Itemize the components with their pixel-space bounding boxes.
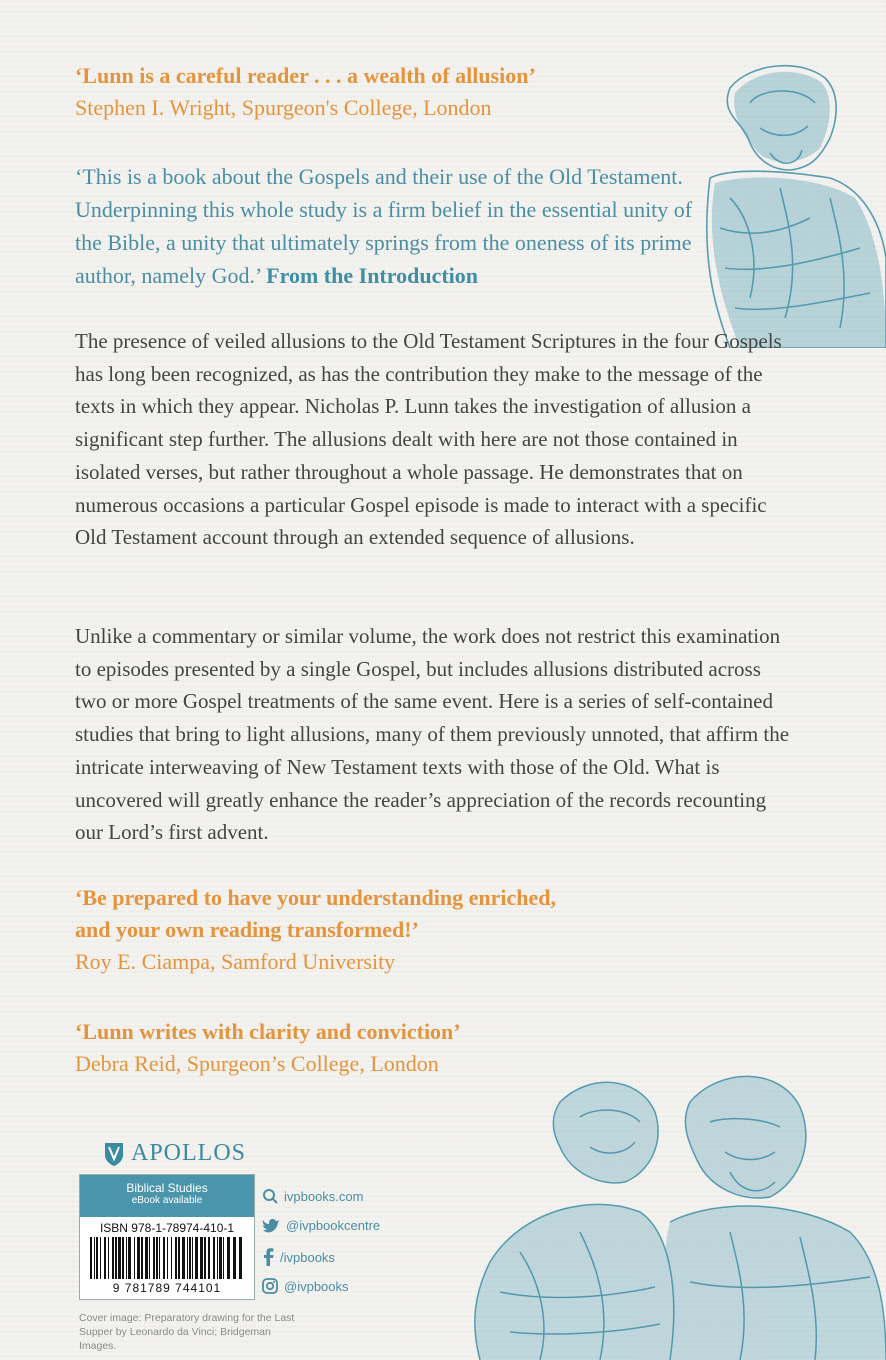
barcode-bar <box>134 1237 135 1279</box>
barcode-bar <box>189 1237 191 1279</box>
cover-image-credit: Cover image: Preparatory drawing for the Last Supper by Leonardo da Vinci; Bridgeman Images. <box>79 1312 295 1352</box>
quote-1-text: ‘Lunn is a careful reader . . . a wealth of allusion’ <box>75 63 536 88</box>
twitter-icon <box>262 1218 280 1233</box>
ebook-label: eBook available <box>131 1195 203 1206</box>
sketch-figures-bottom-illustration <box>440 1062 886 1360</box>
barcode <box>80 1235 254 1281</box>
quote-2-line-2: and your own reading transformed!’ <box>75 917 419 942</box>
website-text: ivpbooks.com <box>284 1188 364 1204</box>
quote-3-source: Debra Reid, Spurgeon’s College, London <box>75 1051 439 1076</box>
category-label: Biblical Studies <box>126 1181 208 1195</box>
barcode-box <box>79 1174 255 1300</box>
barcode-bar <box>100 1237 101 1279</box>
introduction-attribution: From the Introduction <box>266 263 479 288</box>
isbn-label: ISBN 978-1-78974-410-1 <box>99 1221 235 1235</box>
barcode-bar <box>217 1237 218 1279</box>
barcode-bar <box>96 1237 98 1279</box>
barcode-bar <box>122 1237 124 1279</box>
barcode-bar <box>223 1237 224 1279</box>
barcode-bar <box>153 1237 155 1279</box>
instagram-text: @ivpbooks <box>284 1278 349 1294</box>
barcode-bar <box>227 1237 230 1279</box>
barcode-bar <box>163 1237 165 1279</box>
body-paragraph-2: Unlike a commentary or similar volume, the work does not restrict this examination to episodes presented by a single Gospel, but includes allusions distributed across two or more Gospel treatments of the same event. Here is a series of self-contained studies that bring to light allusions, many of them previously unnoted, that affirm the intricate interweaving of New Testament texts with those of the Old. What is uncovered will greatly enhance the reader’s appreciation of the records recounting our Lord’s first advent. <box>75 624 790 845</box>
barcode-bar <box>195 1237 198 1279</box>
barcode-bar <box>167 1237 168 1279</box>
website-link[interactable] <box>262 1188 363 1204</box>
publisher-name: APOLLOS <box>131 1140 247 1166</box>
barcode-bar <box>187 1237 188 1279</box>
barcode-bar <box>233 1237 236 1279</box>
barcode-bar <box>171 1237 172 1279</box>
barcode-bar <box>112 1237 114 1279</box>
apollos-logo-icon <box>103 1141 125 1167</box>
instagram-link[interactable] <box>262 1278 349 1294</box>
barcode-bar <box>200 1237 203 1279</box>
barcode-bar <box>175 1237 177 1279</box>
barcode-bar <box>149 1237 150 1279</box>
barcode-bar <box>104 1237 106 1279</box>
category-banner <box>80 1175 254 1217</box>
barcode-bar <box>118 1237 121 1279</box>
barcode-bar <box>192 1237 193 1279</box>
apollos-logo <box>103 1140 246 1167</box>
barcode-bar <box>145 1237 148 1279</box>
quote-1 <box>75 60 795 124</box>
barcode-bar <box>126 1237 127 1279</box>
introduction-quote-text: ‘This is a book about the Gospels and their use of the Old Testament. Underpinning this whole study is a firm belief in the essential unity of the Bible, a unity that ultimately springs from the oneness of its prime author, namely God.’ <box>75 164 693 288</box>
barcode-bar <box>94 1237 95 1279</box>
barcode-bar <box>115 1237 117 1279</box>
barcode-bar <box>204 1237 206 1279</box>
body-paragraph-1: The presence of veiled allusions to the Old Testament Scriptures in the four Gospels has long been recognized, as has the contribution they make to the message of the texts in which they appear. Nicholas P. Lunn takes the investigation of allusion a significant step further. The allusions dealt with here are not those contained in isolated verses, but rather throughout a whole passage. He demonstrates that on numerous occasions a particular Gospel episode is made to interact with a specific Old Testament account through an extended sequence of allusions. <box>75 329 782 550</box>
quote-2-line-1: ‘Be prepared to have your understanding enriched, <box>75 885 556 910</box>
barcode-number: 9 781789 744101 <box>112 1281 222 1295</box>
barcode-bar <box>239 1237 242 1279</box>
instagram-icon <box>262 1278 278 1294</box>
search-icon <box>262 1188 278 1204</box>
barcode-bar <box>128 1237 131 1279</box>
barcode-bar <box>90 1237 92 1279</box>
twitter-link[interactable] <box>262 1218 380 1233</box>
twitter-text: @ivpbookcentre <box>286 1218 381 1233</box>
barcode-bar <box>156 1237 158 1279</box>
barcode-bar <box>182 1237 185 1279</box>
barcode-bar <box>219 1237 222 1279</box>
facebook-icon <box>262 1248 274 1266</box>
introduction-quote <box>75 160 715 292</box>
barcode-bar <box>159 1237 160 1279</box>
quote-1-source: Stephen I. Wright, Spurgeon's College, London <box>75 95 492 120</box>
facebook-link[interactable] <box>262 1248 335 1266</box>
quote-2-source: Roy E. Ciampa, Samford University <box>75 949 396 974</box>
barcode-bar <box>208 1237 210 1279</box>
quote-3-text: ‘Lunn writes with clarity and conviction’ <box>75 1019 461 1044</box>
facebook-text: /ivpbooks <box>280 1249 335 1265</box>
barcode-bar <box>213 1237 215 1279</box>
barcode-bar <box>141 1237 143 1279</box>
barcode-bar <box>178 1237 180 1279</box>
quote-2 <box>75 882 795 978</box>
barcode-bar <box>137 1237 140 1279</box>
barcode-bar <box>108 1237 109 1279</box>
